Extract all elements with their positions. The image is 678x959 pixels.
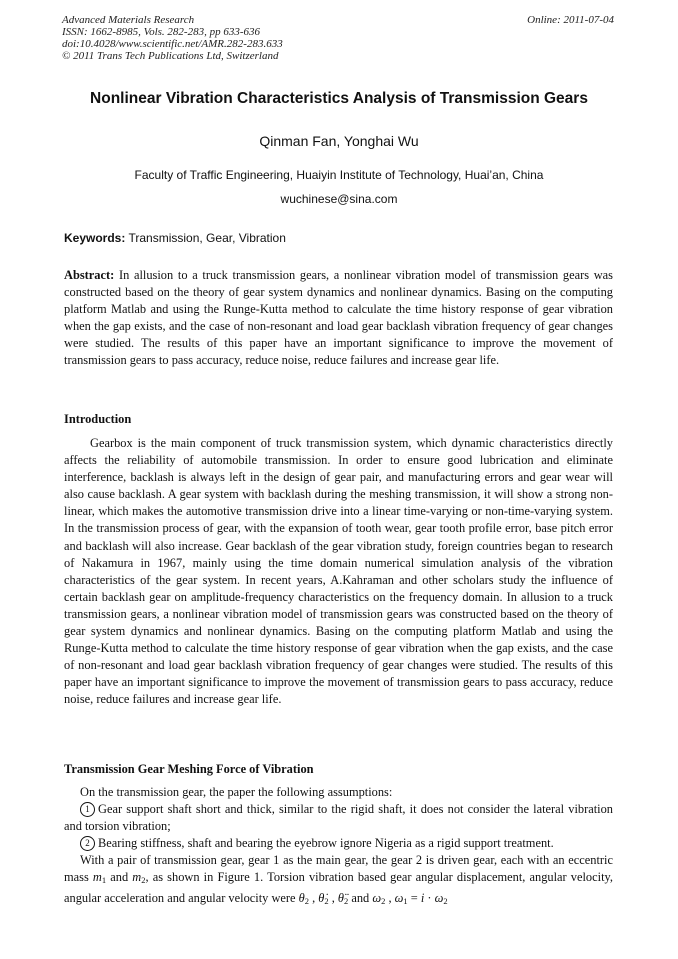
assumption-2	[64, 835, 613, 852]
copyright: © 2011 Trans Tech Publications Ltd, Switzerland	[62, 50, 279, 62]
affiliation: Faculty of Traffic Engineering, Huaiyin Institute of Technology, Huai’an, China	[134, 168, 544, 182]
circled-number-2: 2	[80, 836, 95, 851]
journal-header	[62, 14, 283, 62]
circled-number-1: 1	[80, 802, 95, 817]
omega-symbol: ω	[372, 890, 382, 905]
abstract-label: Abstract:	[64, 268, 115, 282]
abstract	[64, 267, 613, 370]
doi[interactable]: doi:10.4028/www.scientific.net/AMR.282-283.633	[62, 38, 283, 50]
section-heading: Transmission Gear Meshing Force of Vibration	[64, 762, 314, 776]
theta-dot-symbol: θ̇	[318, 890, 325, 905]
paper-title: Nonlinear Vibration Characteristics Analysis of Transmission Gears	[90, 90, 588, 107]
assumption-1-text: Gear support shaft short and thick, similar to the rigid shaft, it does not consider the lateral vibration and torsion vibration;	[64, 802, 613, 834]
section-body	[64, 784, 613, 910]
assumption-2-text: Bearing stiffness, shaft and bearing the eyebrow ignore Nigeria as a rigid support treatment.	[98, 836, 554, 851]
keywords-label: Keywords:	[64, 231, 126, 245]
journal-name: Advanced Materials Research	[62, 14, 195, 26]
issn: ISSN: 1662-8985, Vols. 282-283, pp 633-636	[62, 26, 260, 38]
gear-pair-paragraph: With a pair of transmission gear, gear 1 as the main gear, the gear 2 is driven gear, each with an eccentric mass $m_1$ and $m_2$, as shown in Figure 1. Torsion vibration based gear angular displacement, angular velocity, angular acceleration and angular velocity were $\theta_2$ , $\thetȧ_2$ , $\thetä_2$ and $\omega_2$ , $\omega_1 = i \cdot \omega_2$	[64, 853, 613, 906]
assumptions-intro: On the transmission gear, the paper the following assumptions:	[80, 785, 393, 799]
authors: Qinman Fan, Yonghai Wu	[259, 133, 419, 149]
introduction-heading: Introduction	[64, 412, 132, 426]
assumption-1	[64, 801, 613, 835]
introduction-text: Gearbox is the main component of truck transmission system, which dynamic characteristics directly affects the reliability of automobile transmission. In order to ensure good lubrication and eliminate interference, backlash is always left in the design of gear pair, and manufacturing errors and gear wear will also cause backlash. A gear system with backlash during the meshing transmission, it will show a strong non-linear, which makes the automotive transmission drive into a linear time-varying or non-time-varying system. In the transmission process of gear, with the expansion of tooth wear, gear tooth profile error, base pitch error and backlash will also increase. Gear backlash of the gear vibration study, foreign countries began to research of Nakamura in 1967, mainly using the time domain numerical simulation analysis of the vibration characteristics of the gear system. In recent years, A.Kahraman and other scholars study the influence of certain backlash gear on amplitude-frequency characteristics on the frequency domain. In allusion to a truck transmission gears, a nonlinear vibration model of transmission gears was constructed based on the theory of gear system dynamics and nonlinear dynamics. Basing on the computing platform Matlab and using the Runge-Kutta method to calculate the time history response of gear vibration when the gap exists, and the case of non-resonant and load gear backlash vibration frequency of gear changes were studied. The results of this paper have an important significance to improve the movement of transmission gears to pass accuracy, reduce noise, reduce failures and increase gear life.	[64, 436, 613, 707]
keywords	[64, 231, 286, 245]
keywords-text: Transmission, Gear, Vibration	[128, 231, 286, 245]
author-email[interactable]: wuchinese@sina.com	[280, 192, 398, 206]
online-date: Online: 2011-07-04	[527, 14, 614, 26]
theta-symbol: θ	[298, 890, 305, 905]
abstract-text: In allusion to a truck transmission gears, a nonlinear vibration model of transmission gears was constructed based on the theory of gear system dynamics and nonlinear dynamics. Basing on the computing platform Matlab and using the Runge-Kutta method to calculate the time history response of gear vibration when the gap exists, and the case of non-resonant and load gear backlash vibration frequency of gear changes were studied. The results of this paper have an important significance to improve the movement of transmission gears to pass accuracy, reduce noise, reduce failures and increase gear life.	[64, 268, 613, 368]
theta-ddot-symbol: θ̈	[337, 890, 344, 905]
